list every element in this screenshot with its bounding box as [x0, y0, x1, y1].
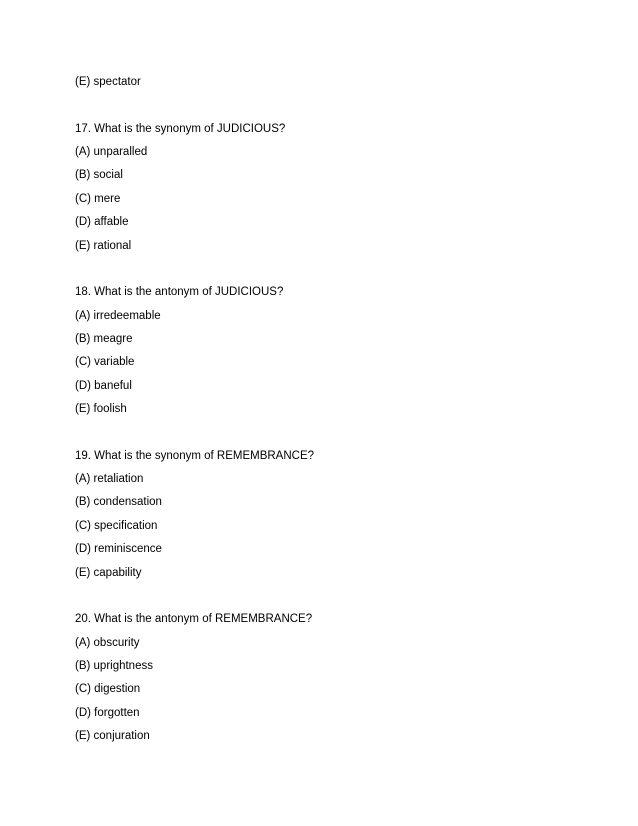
- option-b: (B) condensation: [75, 496, 162, 509]
- option-d: (D) affable: [75, 216, 129, 229]
- question-20: [75, 611, 595, 744]
- question-prompt: 18. What is the antonym of JUDICIOUS?: [75, 286, 284, 299]
- question-prompt: 20. What is the antonym of REMEMBRANCE?: [75, 613, 313, 626]
- question-17: [75, 121, 595, 254]
- section-gap: [75, 90, 595, 121]
- option-a: (A) unparalled: [75, 145, 148, 158]
- section-gap: [75, 417, 595, 448]
- option-d: (D) reminiscence: [75, 543, 162, 556]
- section-gap: [75, 254, 595, 285]
- option-c: (C) specification: [75, 519, 158, 532]
- option-e: (E) capability: [75, 566, 142, 579]
- quiz-content: [75, 74, 595, 744]
- leading-option: (E) spectator: [75, 76, 141, 88]
- option-b: (B) uprightness: [75, 660, 153, 673]
- option-c: (C) variable: [75, 356, 135, 369]
- option-b: (B) meagre: [75, 332, 133, 345]
- option-d: (D) forgotten: [75, 706, 140, 719]
- question-prompt: 17. What is the synonym of JUDICIOUS?: [75, 122, 286, 135]
- option-c: (C) mere: [75, 192, 121, 205]
- question-prompt: 19. What is the synonym of REMEMBRANCE?: [75, 449, 315, 462]
- section-gap: [75, 581, 595, 612]
- option-b: (B) social: [75, 169, 123, 182]
- option-e: (E) conjuration: [75, 730, 150, 743]
- question-18: [75, 284, 595, 417]
- option-c: (C) digestion: [75, 683, 141, 696]
- option-e: (E) foolish: [75, 403, 127, 416]
- option-a: (A) obscurity: [75, 636, 140, 649]
- option-d: (D) baneful: [75, 379, 132, 392]
- option-e: (E) rational: [75, 239, 132, 252]
- question-19: [75, 448, 595, 581]
- option-a: (A) retaliation: [75, 473, 144, 486]
- option-a: (A) irredeemable: [75, 309, 161, 322]
